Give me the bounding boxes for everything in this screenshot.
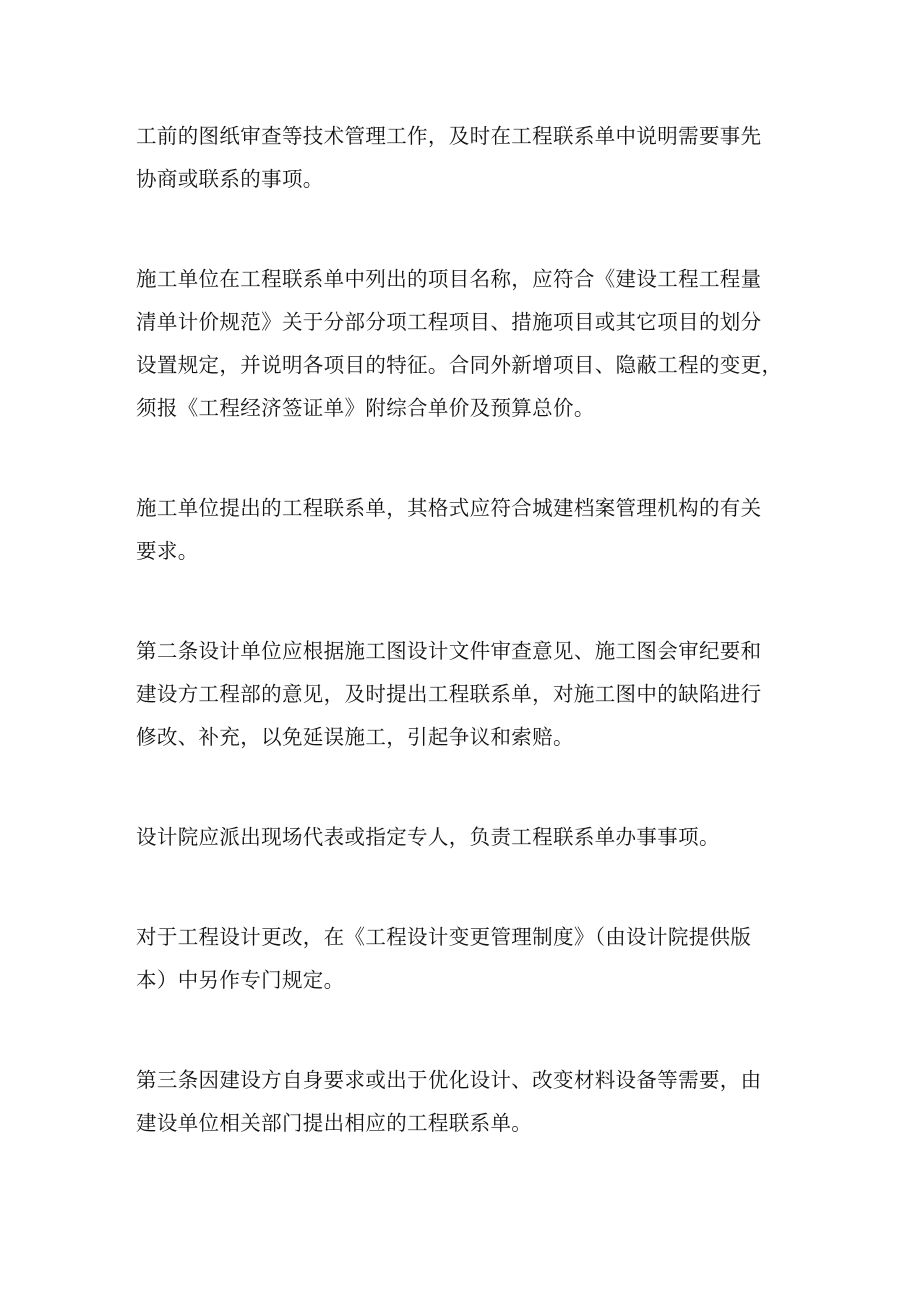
text-line: 设计院应派出现场代表或指定专人，负责工程联系单办事事项。: [136, 825, 720, 849]
text-line: 建设方工程部的意见，及时提出工程联系单，对施工图中的缺陷进行: [136, 682, 762, 706]
text-line: 须报《工程经济签证单》附综合单价及预算总价。: [136, 396, 595, 420]
text-line: 协商或联系的事项。: [136, 167, 324, 191]
paragraph: [136, 258, 796, 430]
paragraph: [136, 630, 796, 759]
text-line: 第三条因建设方自身要求或出于优化设计、改变材料设备等需要，由: [136, 1068, 762, 1092]
text-line: 建设单位相关部门提出相应的工程联系单。: [136, 1111, 533, 1135]
text-line: 清单计价规范》关于分部分项工程项目、措施项目或其它项目的划分: [136, 310, 762, 334]
paragraph: [136, 816, 796, 859]
text-line: 第二条设计单位应根据施工图设计文件审查意见、施工图会审纪要和: [136, 639, 762, 663]
text-line: 设置规定，并说明各项目的特征。合同外新增项目、隐蔽工程的变更，: [136, 353, 783, 377]
text-line: 施工单位提出的工程联系单，其格式应符合城建档案管理机构的有关: [136, 496, 762, 520]
text-line: 要求。: [136, 539, 199, 563]
paragraph: [136, 115, 796, 201]
paragraph: [136, 1059, 796, 1145]
text-line: 本）中另作专门规定。: [136, 968, 345, 992]
text-line: 工前的图纸审查等技术管理工作，及时在工程联系单中说明需要事先: [136, 124, 762, 148]
text-line: 对于工程设计更改，在《工程设计变更管理制度》（由设计院提供版: [136, 925, 752, 949]
paragraph: [136, 487, 796, 573]
text-line: 施工单位在工程联系单中列出的项目名称，应符合《建设工程工程量: [136, 267, 762, 291]
text-line: 修改、补充，以免延误施工，引起争议和索赔。: [136, 725, 574, 749]
paragraph: [136, 916, 796, 1002]
